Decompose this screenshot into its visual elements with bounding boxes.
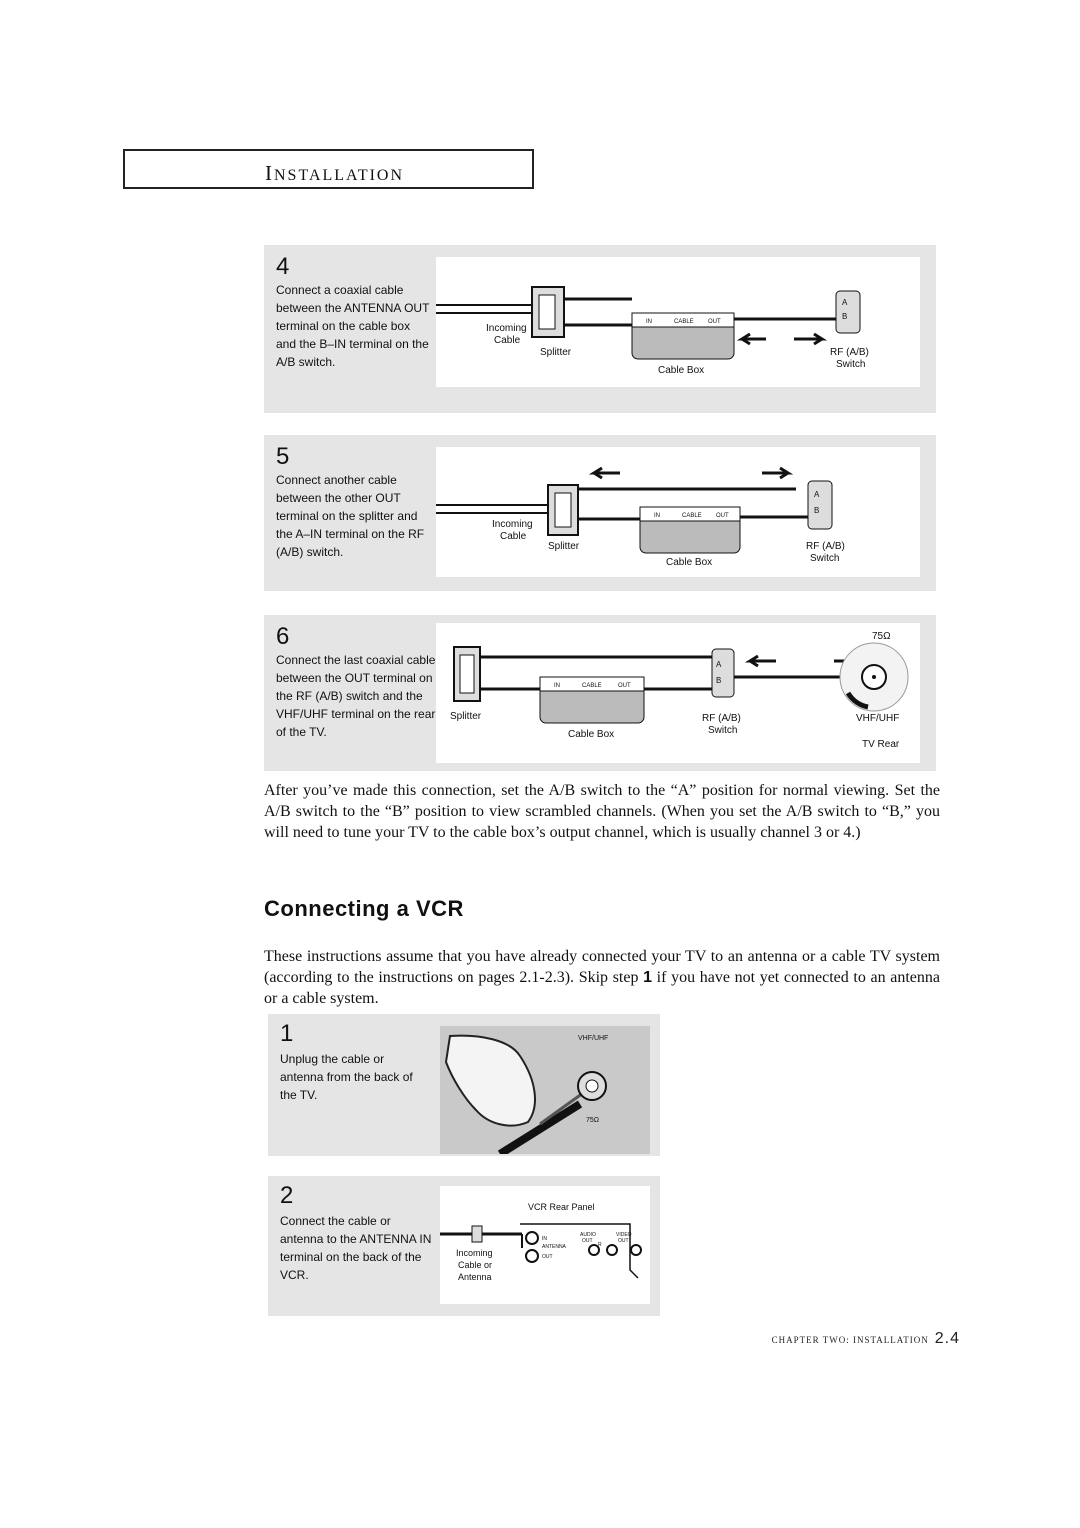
step-number: 5 bbox=[276, 443, 290, 470]
svg-text:RF (A/B): RF (A/B) bbox=[702, 713, 741, 724]
cable-splitter-switch-diagram bbox=[436, 257, 920, 387]
page-number: 2.4 bbox=[934, 1330, 960, 1347]
step-4-panel bbox=[264, 245, 936, 413]
svg-text:VHF/UHF: VHF/UHF bbox=[856, 713, 900, 724]
svg-text:Cable: Cable bbox=[500, 531, 527, 542]
svg-text:Cable Box: Cable Box bbox=[666, 557, 713, 568]
svg-text:CABLE: CABLE bbox=[582, 683, 602, 689]
cable-splitter-switch-tv-diagram bbox=[436, 623, 920, 763]
vcr-intro-paragraph bbox=[264, 946, 940, 1009]
step-5-diagram bbox=[436, 447, 920, 577]
svg-text:B: B bbox=[814, 506, 820, 515]
svg-text:A: A bbox=[814, 490, 820, 499]
svg-text:RF (A/B): RF (A/B) bbox=[830, 347, 869, 358]
step-instructions: Connect the cable or antenna to the ANTENNA IN terminal on the back of the VCR. bbox=[280, 1214, 432, 1282]
section-label-rest: NSTALLATION bbox=[274, 167, 405, 184]
svg-text:OUT: OUT bbox=[542, 1254, 553, 1260]
svg-text:IN: IN bbox=[654, 513, 660, 519]
svg-text:IN: IN bbox=[646, 319, 652, 325]
step-5-panel bbox=[264, 435, 936, 591]
svg-text:75Ω: 75Ω bbox=[872, 631, 891, 642]
svg-text:Switch: Switch bbox=[708, 725, 738, 736]
ab-switch-icon bbox=[836, 291, 860, 333]
section-label-initial: I bbox=[265, 161, 274, 185]
step-instructions: Connect a coaxial cable between the ANTENNA OUT terminal on the cable box and the B–IN terminal on the A/B switch. bbox=[276, 283, 430, 369]
section-title: Connecting a VCR bbox=[264, 896, 464, 921]
svg-text:R: R bbox=[598, 1242, 602, 1248]
vcr-step-1-panel bbox=[268, 1014, 660, 1156]
svg-text:TV Rear: TV Rear bbox=[862, 739, 900, 750]
svg-text:Cable: Cable bbox=[494, 335, 521, 346]
svg-text:IN: IN bbox=[554, 683, 560, 689]
svg-text:Switch: Switch bbox=[836, 359, 866, 370]
vcr-connection-diagram bbox=[440, 1186, 650, 1304]
ab-switch-note: After you’ve made this connection, set the A/B switch to the “A” position for normal viewing. Set the A/B switch to the “B” position to view scrambled channels. (When you set the A/B switch to “B,” you will need to tune your TV to the cable box’s output channel, which is usually channel 3 or 4.) bbox=[264, 782, 940, 841]
step-number: 1 bbox=[280, 1020, 294, 1047]
svg-text:OUT: OUT bbox=[582, 1238, 593, 1244]
hand-unplugging-cable-illustration bbox=[440, 1026, 650, 1154]
step-instructions: Connect the last coaxial cable between the OUT terminal on the RF (A/B) switch and the VHF/UHF terminal on the rear of the TV. bbox=[276, 653, 436, 739]
step-6-panel bbox=[264, 615, 936, 771]
section-header bbox=[123, 149, 534, 189]
svg-text:AUDIO: AUDIO bbox=[580, 1232, 596, 1238]
vcr-rear-panel-diagram bbox=[440, 1186, 650, 1304]
step-number: 4 bbox=[276, 253, 290, 280]
svg-text:Incoming: Incoming bbox=[492, 519, 533, 530]
svg-text:ANTENNA: ANTENNA bbox=[542, 1244, 566, 1250]
vcr-step-2-panel bbox=[268, 1176, 660, 1316]
ab-switch-icon bbox=[808, 481, 832, 529]
antenna-in-terminal bbox=[526, 1232, 538, 1244]
svg-text:Switch: Switch bbox=[810, 553, 840, 564]
svg-text:VCR Rear Panel: VCR Rear Panel bbox=[528, 1202, 595, 1212]
step-6-diagram bbox=[436, 623, 920, 763]
svg-text:VHF/UHF: VHF/UHF bbox=[578, 1035, 609, 1042]
svg-text:CABLE: CABLE bbox=[674, 319, 694, 325]
svg-text:B: B bbox=[842, 312, 848, 321]
svg-text:IN: IN bbox=[542, 1236, 547, 1242]
step-4-diagram bbox=[436, 257, 920, 387]
svg-text:OUT: OUT bbox=[708, 319, 721, 325]
svg-text:OUT: OUT bbox=[618, 683, 631, 689]
svg-text:Splitter: Splitter bbox=[450, 711, 482, 722]
svg-text:Splitter: Splitter bbox=[548, 541, 580, 552]
svg-text:75Ω: 75Ω bbox=[586, 1117, 600, 1124]
svg-text:Incoming: Incoming bbox=[486, 323, 527, 334]
ab-switch-icon bbox=[712, 649, 734, 697]
svg-text:OUT: OUT bbox=[618, 1238, 629, 1244]
step-instructions: Unplug the cable or antenna from the back of the TV. bbox=[280, 1052, 413, 1102]
intro-text-end: if you have not yet connected to an antenna or a cable system. bbox=[264, 969, 941, 1007]
svg-text:RF (A/B): RF (A/B) bbox=[806, 541, 845, 552]
chapter-label: CHAPTER TWO: INSTALLATION bbox=[771, 1335, 929, 1345]
svg-text:B: B bbox=[716, 676, 722, 685]
svg-text:Cable Box: Cable Box bbox=[568, 729, 615, 740]
svg-text:A: A bbox=[842, 298, 848, 307]
step-reference: 1 bbox=[643, 969, 653, 986]
svg-text:Cable or: Cable or bbox=[458, 1260, 493, 1270]
intro-text-start: These instructions assume that you have already connected your TV to an antenna or a cable TV system (according to the instructions on pages 2.1-2.3). Skip step bbox=[264, 948, 940, 986]
step-number: 2 bbox=[280, 1182, 294, 1209]
page-footer bbox=[760, 1330, 960, 1348]
svg-text:Incoming: Incoming bbox=[456, 1248, 493, 1258]
step-instructions: Connect another cable between the other OUT terminal on the splitter and the A–IN terminal on the RF (A/B) switch. bbox=[276, 473, 425, 559]
svg-text:OUT: OUT bbox=[716, 513, 729, 519]
antenna-out-terminal bbox=[526, 1250, 538, 1262]
svg-text:A: A bbox=[716, 660, 722, 669]
svg-text:Splitter: Splitter bbox=[540, 347, 572, 358]
svg-text:Antenna: Antenna bbox=[458, 1272, 492, 1282]
step-number: 6 bbox=[276, 623, 290, 650]
svg-text:VIDEO: VIDEO bbox=[616, 1232, 632, 1238]
svg-text:Cable Box: Cable Box bbox=[658, 365, 705, 376]
svg-text:CABLE: CABLE bbox=[682, 513, 702, 519]
cable-splitter-switch-diagram bbox=[436, 447, 920, 577]
unplug-illustration bbox=[440, 1026, 650, 1154]
